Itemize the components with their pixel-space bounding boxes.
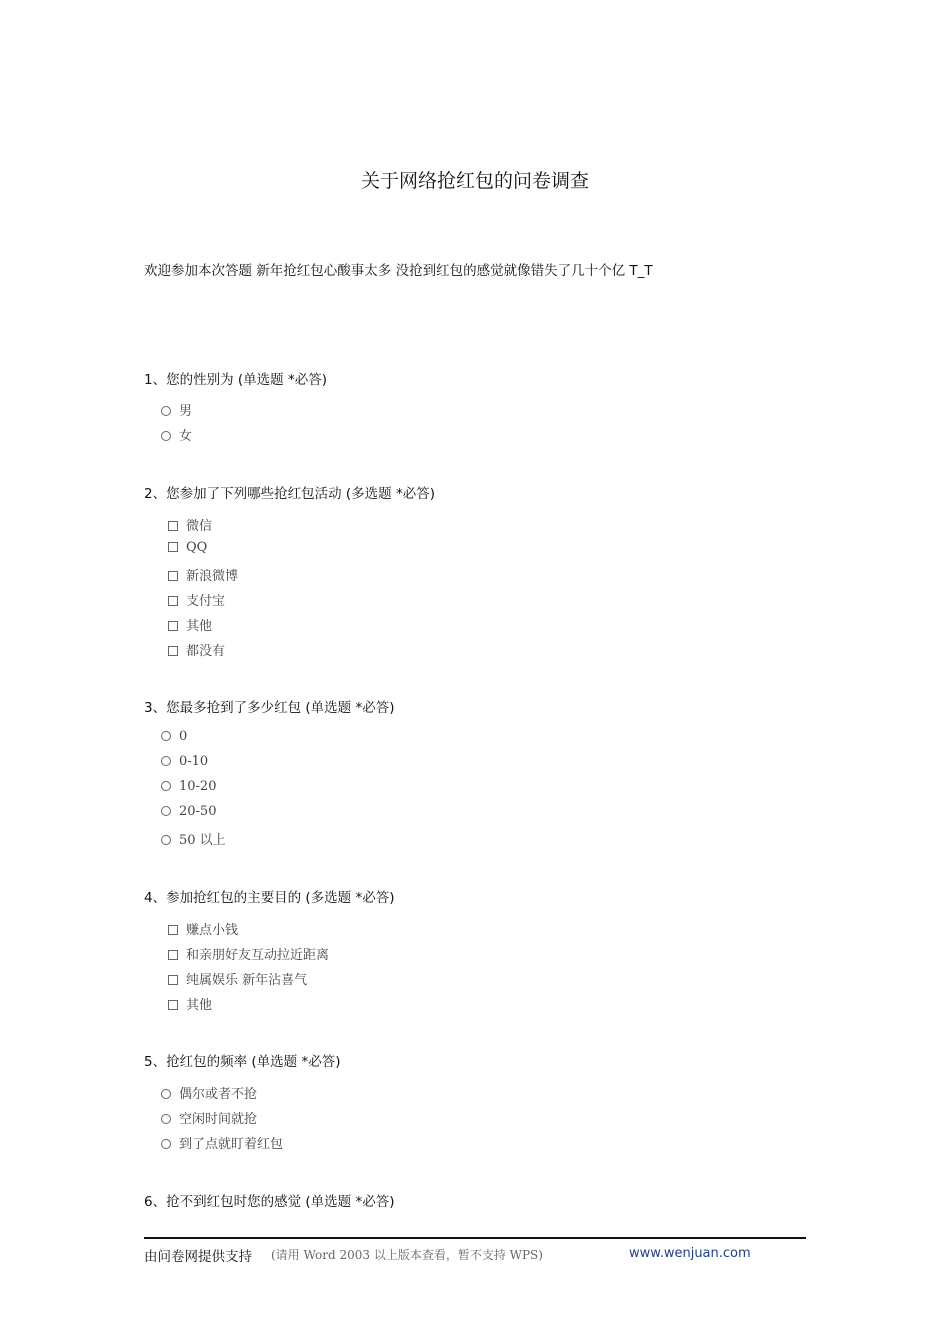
radio-option[interactable] <box>161 400 192 419</box>
option-label: 新浪微博 <box>186 569 239 584</box>
option-label: 女 <box>179 429 193 444</box>
radio-circle-icon[interactable] <box>161 1089 171 1099</box>
checkbox-square-icon[interactable] <box>168 621 178 631</box>
option-label: 0-10 <box>179 754 209 769</box>
option-label: 微信 <box>186 519 213 534</box>
radio-option[interactable] <box>161 1083 257 1102</box>
option-label: 50 以上 <box>179 833 226 848</box>
question-title: 1、您的性别为 (单选题 *必答) <box>144 372 327 388</box>
radio-circle-icon[interactable] <box>161 1114 171 1124</box>
checkbox-option[interactable] <box>168 540 207 555</box>
checkbox-option[interactable] <box>168 565 238 584</box>
radio-circle-icon[interactable] <box>161 1139 171 1149</box>
radio-circle-icon[interactable] <box>161 756 171 766</box>
radio-option[interactable] <box>161 779 216 794</box>
radio-option[interactable] <box>161 425 192 444</box>
radio-circle-icon[interactable] <box>161 835 171 845</box>
radio-circle-icon[interactable] <box>161 781 171 791</box>
radio-circle-icon[interactable] <box>161 806 171 816</box>
option-label: 支付宝 <box>186 594 226 609</box>
option-label: 空闲时间就抢 <box>179 1112 258 1127</box>
option-label: QQ <box>186 540 208 555</box>
option-label: 其他 <box>186 619 213 634</box>
checkbox-square-icon[interactable] <box>168 950 178 960</box>
radio-option[interactable] <box>161 754 208 769</box>
checkbox-square-icon[interactable] <box>168 521 178 531</box>
radio-circle-icon[interactable] <box>161 406 171 416</box>
option-label: 都没有 <box>186 644 226 659</box>
checkbox-square-icon[interactable] <box>168 1000 178 1010</box>
option-label: 0 <box>179 729 188 744</box>
option-label: 男 <box>179 404 193 419</box>
option-label: 和亲朋好友互动拉近距离 <box>186 948 330 963</box>
footer-note: (请用 Word 2003 以上版本查看，暂不支持 WPS) <box>271 1248 543 1262</box>
checkbox-option[interactable] <box>168 640 225 659</box>
question-title: 5、抢红包的频率 (单选题 *必答) <box>144 1054 341 1070</box>
checkbox-option[interactable] <box>168 994 212 1013</box>
option-label: 纯属娱乐 新年沾喜气 <box>186 973 308 988</box>
question-title: 4、参加抢红包的主要目的 (多选题 *必答) <box>144 890 395 906</box>
question-title: 2、您参加了下列哪些抢红包活动 (多选题 *必答) <box>144 486 435 502</box>
checkbox-square-icon[interactable] <box>168 925 178 935</box>
radio-option[interactable] <box>161 829 226 848</box>
checkbox-square-icon[interactable] <box>168 596 178 606</box>
checkbox-square-icon[interactable] <box>168 571 178 581</box>
checkbox-square-icon[interactable] <box>168 542 178 552</box>
option-label: 赚点小钱 <box>186 923 239 938</box>
checkbox-option[interactable] <box>168 515 212 534</box>
footer-divider <box>144 1237 806 1239</box>
checkbox-option[interactable] <box>168 615 212 634</box>
radio-option[interactable] <box>161 729 187 744</box>
option-label: 到了点就盯着红包 <box>179 1137 284 1152</box>
radio-option[interactable] <box>161 1133 283 1152</box>
checkbox-option[interactable] <box>168 944 329 963</box>
option-label: 20-50 <box>179 804 217 819</box>
radio-circle-icon[interactable] <box>161 431 171 441</box>
radio-circle-icon[interactable] <box>161 731 171 741</box>
footer-brand: 由问卷网提供支持 <box>144 1249 252 1265</box>
option-label: 其他 <box>186 998 213 1013</box>
checkbox-option[interactable] <box>168 919 238 938</box>
footer-url-link[interactable]: www.wenjuan.com <box>629 1246 751 1261</box>
radio-option[interactable] <box>161 1108 257 1127</box>
question-title: 3、您最多抢到了多少红包 (单选题 *必答) <box>144 700 395 716</box>
radio-option[interactable] <box>161 804 216 819</box>
option-label: 偶尔或者不抢 <box>179 1087 258 1102</box>
checkbox-option[interactable] <box>168 590 225 609</box>
checkbox-square-icon[interactable] <box>168 646 178 656</box>
question-title: 6、抢不到红包时您的感觉 (单选题 *必答) <box>144 1194 395 1210</box>
survey-intro: 欢迎参加本次答题 新年抢红包心酸事太多 没抢到红包的感觉就像错失了几十个亿 T_T <box>144 263 653 279</box>
survey-title: 关于网络抢红包的问卷调查 <box>360 170 589 192</box>
checkbox-square-icon[interactable] <box>168 975 178 985</box>
option-label: 10-20 <box>179 779 217 794</box>
checkbox-option[interactable] <box>168 969 307 988</box>
